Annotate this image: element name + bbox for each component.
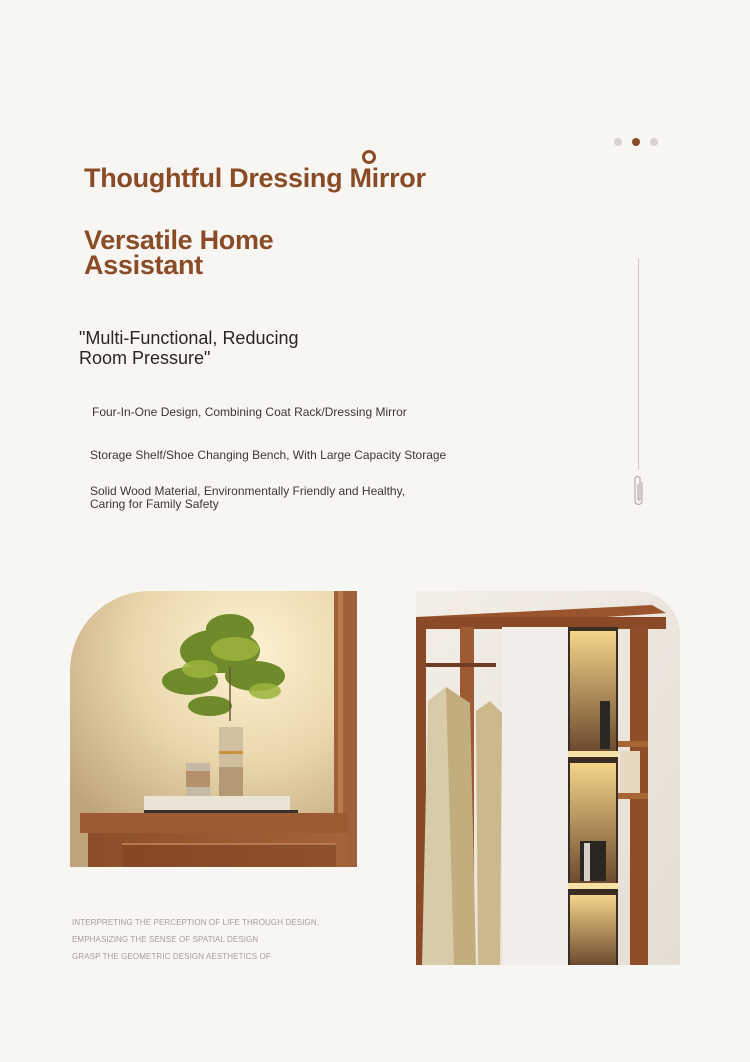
tagline [79, 328, 299, 368]
feature-text: Caring for Family Safety [90, 497, 219, 511]
footer-text: GRASP THE GEOMETRIC DESIGN AESTHETICS OF [72, 952, 271, 961]
feature-item [90, 485, 405, 511]
carousel-dots [614, 138, 658, 146]
divider-line [638, 258, 639, 470]
product-photo-coat-rack [416, 591, 680, 965]
subtitle-line: Versatile Home [84, 225, 274, 255]
feature-text: Four-In-One Design, Combining Coat Rack/Dressing Mirror [92, 405, 407, 419]
paperclip-icon [631, 474, 647, 510]
feature-text: Solid Wood Material, Environmentally Friendly and Healthy, [90, 484, 406, 498]
footer-text: EMPHASIZING THE SENSE OF SPATIAL DESIGN [72, 935, 259, 944]
carousel-dot[interactable] [650, 138, 658, 146]
ring-icon [362, 150, 376, 164]
page-subtitle [84, 225, 274, 280]
feature-item [92, 406, 407, 419]
footer-text: INTERPRETING THE PERCEPTION OF LIFE THROUGH DESIGN, [72, 918, 320, 927]
subtitle-line: Assistant [84, 250, 203, 280]
carousel-dot[interactable] [614, 138, 622, 146]
tagline-line: Room Pressure" [79, 348, 211, 368]
feature-item [90, 449, 446, 462]
carousel-dot-active[interactable] [632, 138, 640, 146]
product-photo-nightstand [70, 591, 357, 867]
page-title: Thoughtful Dressing Mirror [84, 163, 426, 193]
feature-text: Storage Shelf/Shoe Changing Bench, With Large Capacity Storage [90, 448, 447, 462]
tagline-line: "Multi-Functional, Reducing [79, 328, 299, 348]
